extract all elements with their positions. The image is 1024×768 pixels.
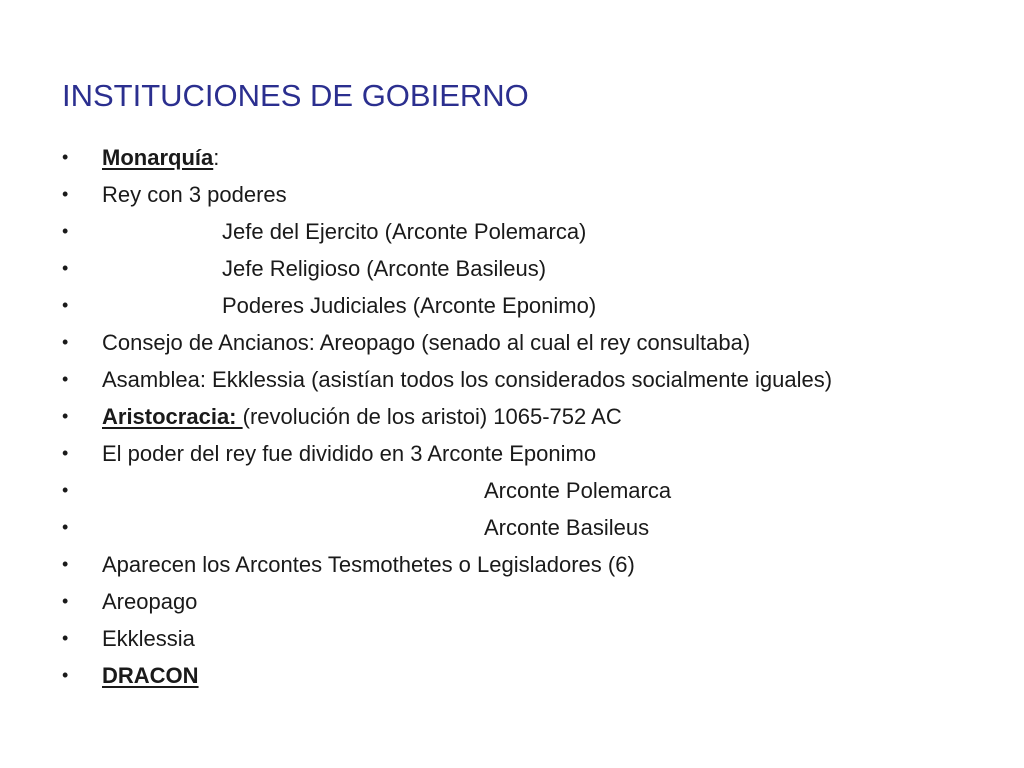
bullet-icon: • (62, 628, 69, 648)
bullet-text: Poderes Judiciales (Arconte Eponimo) (222, 293, 597, 318)
bullet-item-consejo (62, 324, 1002, 361)
slide-title: INSTITUCIONES DE GOBIERNO (62, 78, 529, 113)
bullet-icon: • (62, 554, 69, 574)
bullet-icon: • (62, 221, 69, 241)
bullet-item-jefe-religioso (62, 250, 1002, 287)
bullet-text: Arconte Basileus (484, 515, 650, 540)
bullet-icon: • (62, 591, 69, 611)
bullet-strong-text: DRACON (102, 663, 199, 688)
bullet-strong-text: Aristocracia: (102, 404, 243, 429)
bullet-text (102, 139, 219, 176)
bullet-item-monarquia (62, 139, 1002, 176)
bullet-icon: • (62, 147, 69, 167)
bullet-icon: • (62, 480, 69, 500)
bullet-item-poderes-judiciales (62, 287, 1002, 324)
bullet-item-jefe-ejercito (62, 213, 1002, 250)
bullet-icon: • (62, 665, 69, 685)
bullet-icon: • (62, 443, 69, 463)
bullet-text: Jefe del Ejercito (Arconte Polemarca) (222, 219, 587, 244)
bullet-item-areopago (62, 583, 1002, 620)
bullet-item-rey (62, 176, 1002, 213)
bullet-strong-text: Monarquía (102, 145, 214, 170)
bullet-item-poder-dividido (62, 435, 1002, 472)
bullet-icon: • (62, 332, 69, 352)
bullet-text (102, 398, 622, 435)
bullet-rest-text: : (213, 145, 220, 170)
bullet-icon: • (62, 406, 69, 426)
bullet-item-asamblea (62, 361, 1002, 398)
bullet-icon: • (62, 517, 69, 537)
bullet-icon: • (62, 369, 69, 389)
bullet-text: Ekklessia (102, 626, 195, 651)
bullet-item-dracon (62, 657, 1002, 694)
bullet-text: Jefe Religioso (Arconte Basileus) (222, 256, 547, 281)
bullet-item-arconte-polemarca (62, 472, 1002, 509)
bullet-icon: • (62, 295, 69, 315)
bullet-list (62, 139, 1002, 694)
bullet-text: Asamblea: Ekklessia (asistían todos los considerados socialmente iguales) (102, 367, 833, 392)
bullet-text: El poder del rey fue dividido en 3 Arconte Eponimo (102, 441, 597, 466)
bullet-item-aristocracia (62, 398, 1002, 435)
bullet-text: Aparecen los Arcontes Tesmothetes o Legisladores (6) (102, 552, 635, 577)
bullet-icon: • (62, 184, 69, 204)
bullet-text: Arconte Polemarca (484, 478, 672, 503)
bullet-item-tesmothetes (62, 546, 1002, 583)
bullet-item-arconte-basileus (62, 509, 1002, 546)
bullet-text: Areopago (102, 589, 198, 614)
bullet-item-ekklessia (62, 620, 1002, 657)
bullet-icon: • (62, 258, 69, 278)
bullet-text: Rey con 3 poderes (102, 182, 287, 207)
bullet-text: Consejo de Ancianos: Areopago (senado al cual el rey consultaba) (102, 330, 751, 355)
bullet-rest-text: (revolución de los aristoi) 1065-752 AC (242, 404, 622, 429)
